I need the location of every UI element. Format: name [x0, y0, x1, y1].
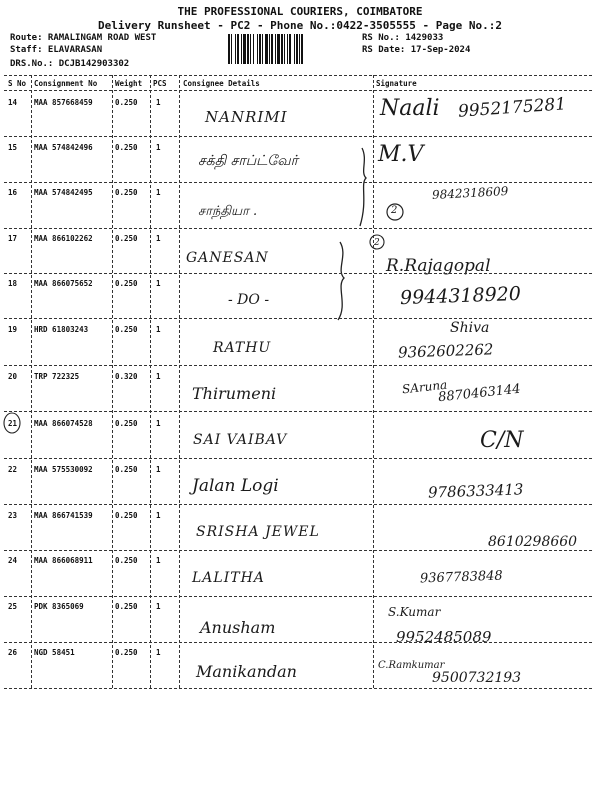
- row-pcs: 1: [156, 648, 161, 657]
- row-separator: [4, 365, 592, 366]
- row-signature: M.V: [378, 142, 424, 167]
- row-sno: 21: [8, 419, 18, 428]
- row-separator: [4, 411, 592, 412]
- rs-date: RS Date: 17-Sep-2024: [362, 45, 471, 55]
- row-weight: 0.250: [115, 602, 138, 611]
- row-separator: [4, 458, 592, 459]
- row-pcs: 1: [156, 279, 161, 288]
- row-separator: [4, 136, 592, 137]
- column-divider: [179, 75, 180, 688]
- row-signature: 9362602262: [397, 340, 494, 362]
- row-sno: 16: [8, 188, 18, 197]
- row-consignment: MAA 866068911: [34, 556, 93, 565]
- route-text: Route: RAMALINGAM ROAD WEST: [10, 33, 157, 43]
- row-consignment: MAA 866074528: [34, 419, 93, 428]
- row-separator: [4, 273, 592, 274]
- row-pcs: 1: [156, 325, 161, 334]
- row-consignee: GANESAN: [186, 250, 269, 266]
- circle-mark-row-21: [4, 413, 20, 433]
- row-signature: 9842318609: [431, 184, 509, 202]
- runsheet-subtitle: Delivery Runsheet - PC2 - Phone No.:0422-3505555 - Page No.:2: [98, 19, 502, 32]
- row-signature: 8870463144: [437, 381, 522, 406]
- row-pcs: 1: [156, 556, 161, 565]
- row-weight: 0.250: [115, 279, 138, 288]
- row-weight: 0.250: [115, 556, 138, 565]
- row-pcs: 1: [156, 511, 161, 520]
- row-sno: 23: [8, 511, 18, 520]
- row-signature: 9367783848: [419, 568, 503, 587]
- row-weight: 0.320: [115, 372, 138, 381]
- runsheet-title: THE PROFESSIONAL COURIERS, COIMBATORE: [177, 5, 423, 18]
- row-separator: [4, 228, 592, 229]
- column-header-signature: Signature: [376, 79, 417, 88]
- row-consignment: MAA 574842496: [34, 143, 93, 152]
- row-consignment: TRP 722325: [34, 372, 80, 381]
- row-sno: 25: [8, 602, 18, 611]
- row-signature: C/N: [480, 428, 524, 453]
- column-divider: [150, 75, 151, 688]
- row-signature-mark: 2: [391, 205, 398, 216]
- row-signature: R.Rajagopal: [386, 256, 491, 276]
- row-sno: 17: [8, 234, 18, 243]
- row-separator: [4, 550, 592, 551]
- row-signature-name: SAruna: [401, 377, 448, 397]
- row-pcs: 1: [156, 143, 161, 152]
- row-weight: 0.250: [115, 234, 138, 243]
- row-sno: 19: [8, 325, 18, 334]
- column-header-consignment: Consignment No: [34, 79, 98, 88]
- row-weight: 0.250: [115, 465, 138, 474]
- row-sno: 18: [8, 279, 18, 288]
- row-consignee: Jalan Logi: [192, 476, 279, 496]
- row-consignee: சாந்தியா .: [198, 204, 258, 219]
- column-divider: [112, 75, 113, 688]
- row-pcs: 1: [156, 602, 161, 611]
- row-weight: 0.250: [115, 325, 138, 334]
- row-signature: 9952175281: [457, 94, 567, 122]
- staff-text: Staff: ELAVARASAN: [10, 45, 103, 55]
- row-consignee: Manikandan: [196, 662, 297, 681]
- row-sno: 15: [8, 143, 18, 152]
- row-weight: 0.250: [115, 419, 138, 428]
- row-consignment: MAA 866075652: [34, 279, 93, 288]
- drs-number: DRS.No.: DCJB142903302: [10, 59, 130, 69]
- circle-mark-16: [387, 204, 403, 220]
- row-pcs: 1: [156, 419, 161, 428]
- row-sno: 26: [8, 648, 18, 657]
- row-sno: 22: [8, 465, 18, 474]
- row-consignee: SAI VAIBAV: [193, 432, 288, 448]
- row-weight: 0.250: [115, 648, 138, 657]
- row-pcs: 1: [156, 372, 161, 381]
- brace-mark-17-18: [338, 242, 344, 320]
- row-signature: 9500732193: [432, 670, 522, 686]
- row-signature-name: C.Ramkumar: [378, 660, 445, 671]
- row-consignee: SRISHA JEWEL: [196, 524, 320, 540]
- row-consignee: Thirumeni: [192, 384, 277, 403]
- row-separator: [4, 504, 592, 505]
- row-consignment: NGD 58451: [34, 648, 75, 657]
- column-header-consignee: Consignee Details: [183, 79, 260, 88]
- row-sno: 20: [8, 372, 18, 381]
- row-weight: 0.250: [115, 188, 138, 197]
- row-pcs: 1: [156, 98, 161, 107]
- row-pcs: 1: [156, 234, 161, 243]
- brace-mark-15-16: [360, 148, 366, 226]
- row-consignment: MAA 866741539: [34, 511, 93, 520]
- rs-number: RS No.: 1429033: [362, 33, 444, 43]
- row-consignee: RATHU: [213, 340, 272, 356]
- row-signature-name: S.Kumar: [388, 605, 441, 619]
- row-separator: [4, 596, 592, 597]
- column-header-sno: S No: [8, 79, 27, 88]
- row-sno: 14: [8, 98, 18, 107]
- column-header-weight: Weight: [115, 79, 143, 88]
- row-consignment: PDK 8365069: [34, 602, 84, 611]
- row-separator: [4, 642, 592, 643]
- row-consignment: MAA 866102262: [34, 234, 93, 243]
- row-consignment: MAA 575530092: [34, 465, 93, 474]
- row-pcs: 1: [156, 188, 161, 197]
- row-weight: 0.250: [115, 511, 138, 520]
- row-signature-name: Shiva: [450, 320, 490, 336]
- column-divider: [31, 75, 32, 688]
- row-consignee: Anusham: [200, 618, 276, 637]
- row-separator: [4, 318, 592, 319]
- row-sno: 24: [8, 556, 18, 565]
- row-separator: [4, 182, 592, 183]
- row-weight: 0.250: [115, 98, 138, 107]
- row-consignee: LALITHA: [192, 570, 265, 586]
- row-pcs: 1: [156, 465, 161, 474]
- column-header-pcs: PCS: [153, 79, 167, 88]
- row-consignment: MAA 574842495: [34, 188, 93, 197]
- row-signature-mark: 2: [374, 238, 380, 248]
- row-consignee: NANRIMI: [205, 108, 288, 126]
- row-signature: 9786333413: [427, 480, 524, 502]
- row-consignment: MAA 857668459: [34, 98, 93, 107]
- row-consignee: - DO -: [228, 292, 270, 308]
- row-signature: 9952485089: [396, 628, 492, 646]
- row-separator: [4, 688, 592, 689]
- row-consignment: HRD 61803243: [34, 325, 89, 334]
- row-signature: 9944318920: [399, 282, 522, 310]
- row-weight: 0.250: [115, 143, 138, 152]
- row-signature: 8610298660: [488, 534, 578, 550]
- column-divider: [373, 75, 374, 688]
- row-signature-name: Naali: [380, 96, 440, 121]
- row-consignee: சக்தி சாப்ட்வேர்: [198, 153, 298, 169]
